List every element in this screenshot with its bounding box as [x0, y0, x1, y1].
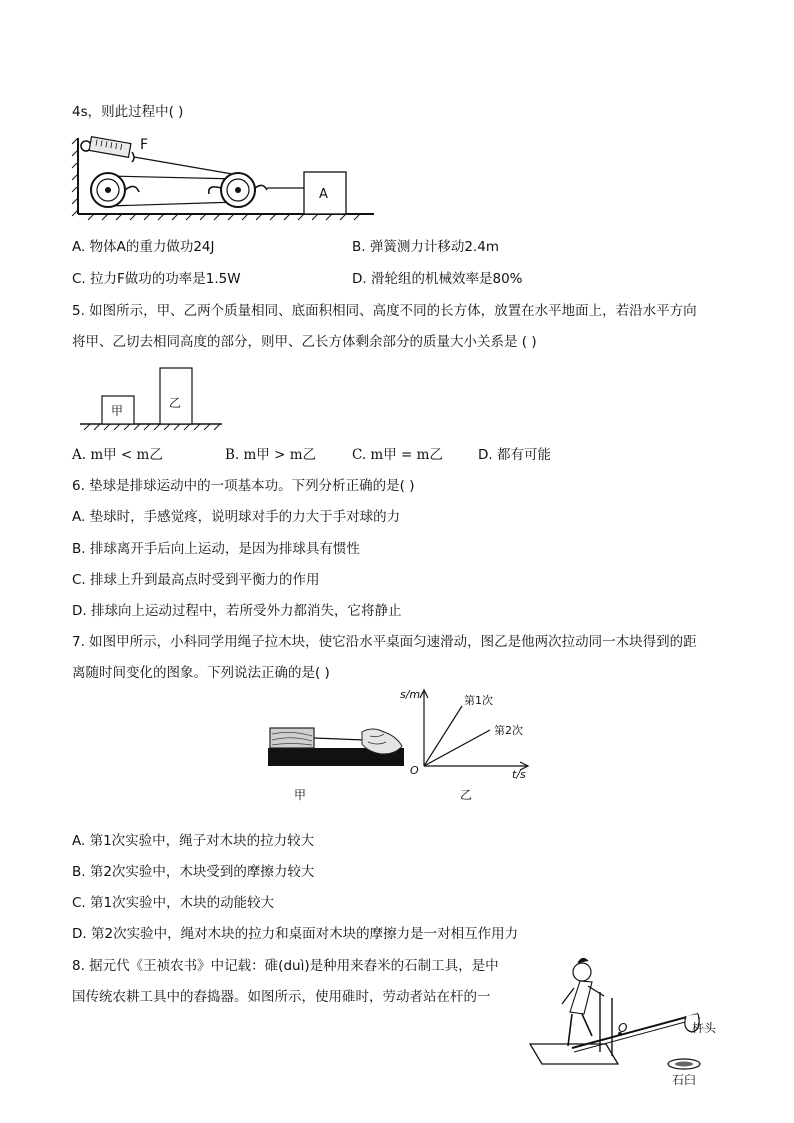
box-yi-label: 乙: [169, 396, 182, 410]
q4-option-c: C. 拉力F做功的功率是1.5W: [72, 271, 241, 287]
q4-stem-tail: 4s，则此过程中( ): [72, 104, 184, 120]
q8-pestle-figure: [522, 952, 728, 1088]
block-a-label: A: [319, 187, 328, 202]
q7-option-a: A. 第1次实验中，绳子对木块的拉力较大: [72, 833, 315, 849]
q7-caption-yi: 乙: [460, 788, 473, 802]
q8-stem-line1: 8. 据元代《王祯农书》中记载：碓(duì)是种用来舂米的石制工具，是中: [72, 958, 499, 974]
line2-label: 第2次: [494, 724, 523, 737]
q7-caption-jia: 甲: [294, 788, 307, 802]
y-axis-label: s/m: [400, 688, 421, 701]
x-axis-label: t/s: [512, 768, 526, 780]
q5-option-d: D. 都有可能: [478, 447, 551, 463]
q6-option-c: C. 排球上升到最高点时受到平衡力的作用: [72, 572, 320, 588]
q7-stem-line2: 离随时间变化的图象。下列说法正确的是( ): [72, 665, 330, 681]
q5-stem-line1: 5. 如图所示，甲、乙两个质量相同、底面积相同、高度不同的长方体，放置在水平地面上，若沿水平方向: [72, 303, 697, 319]
q4-option-a: A. 物体A的重力做功24J: [72, 239, 215, 255]
q7-option-d: D. 第2次实验中，绳对木块的拉力和桌面对木块的摩擦力是一对相互作用力: [72, 926, 519, 942]
q5-stem-line2: 将甲、乙切去相同高度的部分，则甲、乙长方体剩余部分的质量大小关系是 ( ): [72, 334, 537, 350]
box-jia-label: 甲: [111, 404, 124, 418]
origin-label: O: [410, 764, 419, 777]
q6-stem: 6. 垫球是排球运动中的一项基本功。下列分析正确的是( ): [72, 478, 415, 494]
q6-option-a: A. 垫球时，手感觉疼，说明球对手的力大于手对球的力: [72, 509, 401, 525]
force-label: F: [140, 137, 149, 153]
q6-option-b: B. 排球离开手后向上运动，是因为排球具有惯性: [72, 541, 360, 557]
q7-stem-line1: 7. 如图甲所示，小科同学用绳子拉木块，使它沿水平桌面匀速滑动，图乙是他两次拉动同一木块得到的距: [72, 634, 697, 650]
q4-option-d: D. 滑轮组的机械效率是80%: [352, 271, 523, 287]
q7-st-graph: [396, 686, 536, 780]
q4-option-b: B. 弹簧测力计移动2.4m: [352, 239, 499, 255]
q6-option-d: D. 排球向上运动过程中，若所受外力都消失，它将静止: [72, 603, 402, 619]
pestle-label: 杵头: [692, 1021, 717, 1035]
pivot-label: O: [618, 1021, 628, 1035]
q7-option-b: B. 第2次实验中，木块受到的摩擦力较大: [72, 864, 315, 880]
q5-option-a: A. m甲 < m乙: [72, 447, 163, 463]
q5-option-c: C. m甲 = m乙: [352, 447, 443, 463]
line1-label: 第1次: [464, 694, 493, 707]
q5-blocks-figure: [78, 364, 224, 432]
q5-option-b: B. m甲 > m乙: [225, 447, 316, 463]
q7-option-c: C. 第1次实验中，木块的动能较大: [72, 895, 275, 911]
mortar-label: 石臼: [672, 1073, 697, 1087]
q7-block-photo: [266, 722, 406, 770]
q4-pulley-figure: [68, 130, 378, 226]
q8-stem-line2: 国传统农耕工具中的舂捣器。如图所示，使用碓时，劳动者站在杆的一: [72, 989, 491, 1005]
